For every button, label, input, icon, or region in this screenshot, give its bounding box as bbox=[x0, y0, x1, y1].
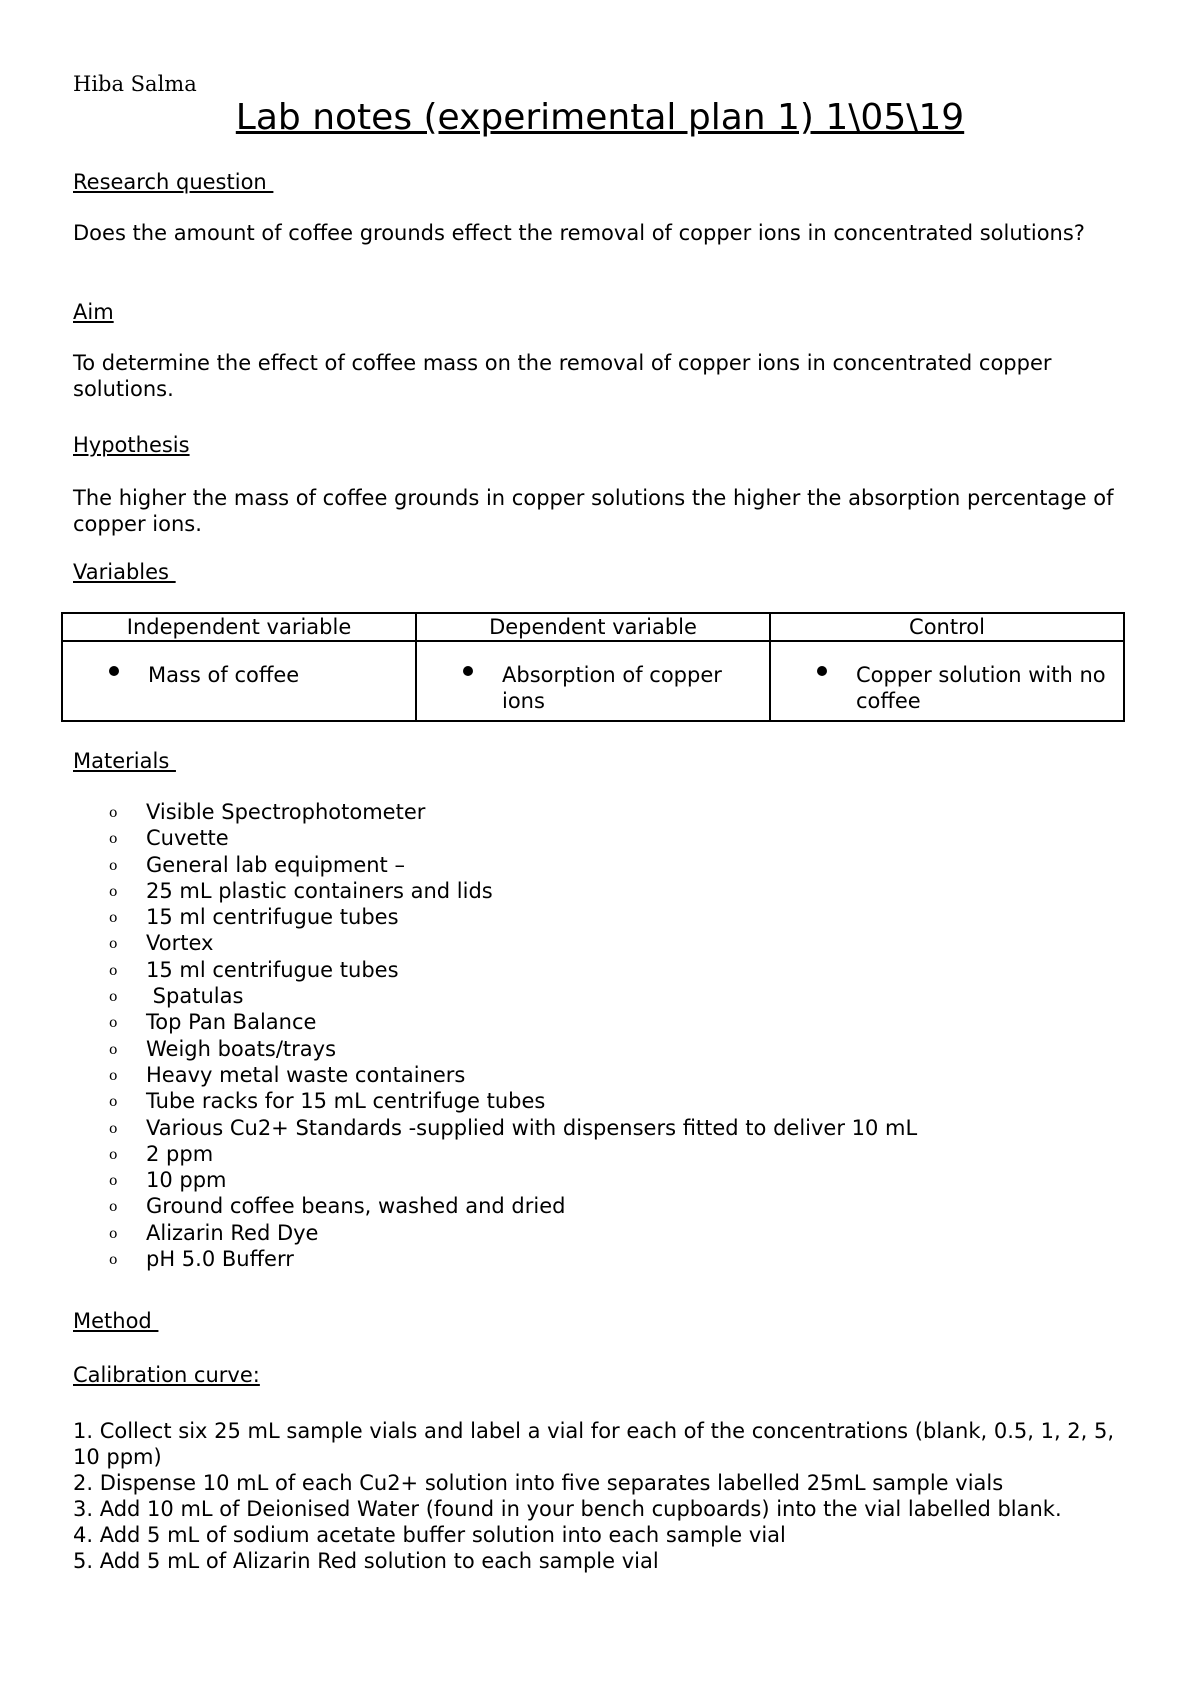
list-item-text: Weigh boats/trays bbox=[146, 1036, 337, 1061]
circle-bullet-icon: o bbox=[109, 962, 118, 979]
table-header-control: Control bbox=[770, 613, 1124, 641]
list-item bbox=[73, 904, 917, 930]
method-heading: Method bbox=[73, 1309, 159, 1333]
list-item bbox=[73, 878, 917, 904]
research-question-text: Does the amount of coffee grounds effect the removal of copper ions in concentrated solutions? bbox=[73, 221, 1085, 245]
circle-bullet-icon: o bbox=[109, 989, 118, 1006]
list-item bbox=[73, 852, 917, 878]
list-item bbox=[73, 983, 917, 1009]
table-cell-dependent bbox=[416, 641, 770, 721]
list-item bbox=[73, 1246, 917, 1272]
variables-table bbox=[61, 612, 1125, 722]
table-header-row bbox=[62, 613, 1124, 641]
table-header-independent: Independent variable bbox=[62, 613, 416, 641]
list-item-text: Heavy metal waste containers bbox=[146, 1062, 466, 1087]
circle-bullet-icon: o bbox=[109, 1225, 118, 1242]
list-item-text: 15 ml centrifugue tubes bbox=[146, 957, 399, 982]
list-item bbox=[73, 825, 917, 851]
table-cell-independent bbox=[62, 641, 416, 721]
list-item-text: General lab equipment – bbox=[146, 852, 405, 877]
list-item-text: 2 ppm bbox=[146, 1141, 214, 1166]
list-item-text: Vortex bbox=[146, 931, 214, 956]
list-item bbox=[73, 1115, 917, 1141]
list-item-text: Cuvette bbox=[146, 826, 229, 851]
list-item-text: Tube racks for 15 mL centrifuge tubes bbox=[146, 1089, 546, 1114]
cell-text: Copper solution with no coffee bbox=[856, 663, 1106, 713]
aim-text: To determine the effect of coffee mass on the removal of copper ions in concentrated copper solutions. bbox=[73, 351, 1052, 401]
method-step: 4. Add 5 mL of sodium acetate buffer solution into each sample vial bbox=[73, 1523, 786, 1547]
circle-bullet-icon: o bbox=[109, 1173, 118, 1190]
circle-bullet-icon: o bbox=[109, 1252, 118, 1269]
list-item-text: Various Cu2+ Standards -supplied with dispensers fitted to deliver 10 mL bbox=[146, 1115, 918, 1140]
list-item bbox=[73, 1141, 917, 1167]
calibration-curve-heading: Calibration curve: bbox=[73, 1363, 260, 1387]
table-header-dependent: Dependent variable bbox=[416, 613, 770, 641]
list-item bbox=[73, 1062, 917, 1088]
list-item-text: Ground coffee beans, washed and dried bbox=[146, 1194, 566, 1219]
materials-heading: Materials bbox=[73, 749, 176, 773]
circle-bullet-icon: o bbox=[109, 910, 118, 927]
method-step: 5. Add 5 mL of Alizarin Red solution to each sample vial bbox=[73, 1549, 659, 1573]
list-item-text: 10 ppm bbox=[146, 1168, 227, 1193]
list-item bbox=[73, 1193, 917, 1219]
list-item bbox=[73, 1009, 917, 1035]
list-item bbox=[73, 930, 917, 956]
circle-bullet-icon: o bbox=[109, 857, 118, 874]
method-step: 2. Dispense 10 mL of each Cu2+ solution into five separates labelled 25mL sample vials bbox=[73, 1471, 1004, 1495]
page-title: Lab notes (experimental plan 1) 1\05\19 bbox=[235, 97, 965, 138]
table-cell-control bbox=[770, 641, 1124, 721]
circle-bullet-icon: o bbox=[109, 1199, 118, 1216]
list-item-text: 25 mL plastic containers and lids bbox=[146, 878, 493, 903]
list-item-text: Top Pan Balance bbox=[146, 1010, 317, 1035]
list-item-text: 15 ml centrifugue tubes bbox=[146, 905, 399, 930]
bullet-icon bbox=[817, 666, 827, 676]
method-step: 1. Collect six 25 mL sample vials and label a vial for each of the concentrations (blank, 0.5, 1, 2, 5, bbox=[73, 1419, 1115, 1443]
bullet-icon bbox=[463, 666, 473, 676]
materials-list bbox=[73, 799, 917, 1272]
circle-bullet-icon: o bbox=[109, 1041, 118, 1058]
list-item bbox=[73, 1167, 917, 1193]
list-item bbox=[73, 1088, 917, 1114]
circle-bullet-icon: o bbox=[109, 936, 118, 953]
circle-bullet-icon: o bbox=[109, 1067, 118, 1084]
list-item bbox=[73, 1036, 917, 1062]
method-steps bbox=[73, 1418, 1143, 1574]
circle-bullet-icon: o bbox=[109, 1120, 118, 1137]
method-step: 3. Add 10 mL of Deionised Water (found in your bench cupboards) into the vial labelled blank. bbox=[73, 1497, 1062, 1521]
circle-bullet-icon: o bbox=[109, 883, 118, 900]
list-item bbox=[73, 1220, 917, 1246]
research-question-heading: Research question bbox=[73, 170, 274, 194]
bullet-icon bbox=[109, 666, 119, 676]
author-name: Hiba Salma bbox=[73, 72, 197, 96]
list-item-text: pH 5.0 Bufferr bbox=[146, 1247, 294, 1272]
aim-heading: Aim bbox=[73, 300, 114, 324]
circle-bullet-icon: o bbox=[109, 805, 118, 821]
circle-bullet-icon: o bbox=[109, 1015, 118, 1032]
variables-heading: Variables bbox=[73, 560, 176, 584]
circle-bullet-icon: o bbox=[109, 831, 118, 848]
list-item-text: Alizarin Red Dye bbox=[146, 1220, 319, 1245]
cell-text: Mass of coffee bbox=[148, 663, 300, 687]
hypothesis-heading: Hypothesis bbox=[73, 433, 190, 457]
circle-bullet-icon: o bbox=[109, 1146, 118, 1163]
list-item-text: Spatulas bbox=[146, 984, 244, 1009]
list-item bbox=[73, 957, 917, 983]
table-row bbox=[62, 641, 1124, 721]
list-item-text: Visible Spectrophotometer bbox=[146, 800, 426, 824]
list-item bbox=[73, 799, 917, 825]
hypothesis-text: The higher the mass of coffee grounds in copper solutions the higher the absorption percentage of copper ions. bbox=[73, 486, 1114, 536]
method-step: 10 ppm) bbox=[73, 1445, 162, 1469]
cell-text: Absorption of copper ions bbox=[502, 663, 722, 713]
circle-bullet-icon: o bbox=[109, 1094, 118, 1111]
